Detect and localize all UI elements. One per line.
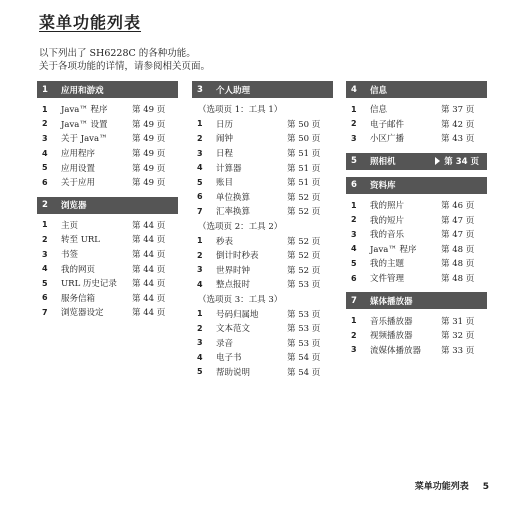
item-number: 6 <box>351 273 357 283</box>
menu-item <box>346 313 487 328</box>
section-number: 5 <box>351 156 357 167</box>
item-page: 第 52 页 <box>287 236 321 247</box>
menu-item <box>346 227 487 242</box>
page-number: 5 <box>482 482 489 492</box>
item-number: 2 <box>351 330 357 340</box>
section-title: 资料库 <box>370 181 396 192</box>
menu-section <box>37 197 178 320</box>
menu-item <box>346 117 487 132</box>
item-number: 1 <box>42 220 48 230</box>
item-number: 1 <box>351 104 357 114</box>
item-page: 第 51 页 <box>287 163 321 174</box>
intro-line: 以下列出了 SH6228C 的各种功能。 <box>39 48 196 59</box>
item-label: 我的音乐 <box>370 230 405 241</box>
menu-column-2 <box>192 81 333 386</box>
menu-item <box>192 117 333 132</box>
menu-section <box>346 81 487 146</box>
item-number: 5 <box>42 278 48 288</box>
item-page: 第 49 页 <box>132 178 166 189</box>
item-number: 2 <box>197 250 203 260</box>
item-number: 5 <box>351 258 357 268</box>
item-number: 2 <box>197 133 203 143</box>
item-page: 第 53 页 <box>287 338 321 349</box>
item-page: 第 49 页 <box>132 119 166 130</box>
menu-item <box>192 233 333 248</box>
menu-item <box>192 190 333 205</box>
arrow-right-icon <box>435 157 440 165</box>
menu-item <box>346 343 487 358</box>
item-number: 2 <box>351 215 357 225</box>
item-page: 第 44 页 <box>132 220 166 231</box>
item-label: 信息 <box>370 105 388 116</box>
menu-item <box>37 131 178 146</box>
item-page: 第 44 页 <box>132 250 166 261</box>
section-number: 3 <box>197 84 203 95</box>
menu-item <box>37 305 178 320</box>
tab-subheading: （选项页 3：工具 3） <box>198 295 283 306</box>
section-title: 照相机 <box>370 157 396 168</box>
menu-items <box>192 98 333 379</box>
item-page: 第 50 页 <box>287 119 321 130</box>
item-number: 6 <box>42 177 48 187</box>
item-label: 音乐播放器 <box>370 316 413 327</box>
item-page: 第 44 页 <box>132 279 166 290</box>
item-page: 第 54 页 <box>287 353 321 364</box>
item-page: 第 52 页 <box>287 192 321 203</box>
menu-item <box>37 102 178 117</box>
item-page: 第 46 页 <box>441 201 475 212</box>
item-page: 第 44 页 <box>132 308 166 319</box>
item-page: 第 53 页 <box>287 280 321 291</box>
menu-item <box>192 175 333 190</box>
menu-section <box>346 153 487 170</box>
section-page: 第 34 页 <box>444 157 479 168</box>
item-label: 我的照片 <box>370 201 405 212</box>
item-label: 汇率换算 <box>216 207 251 218</box>
item-label: 服务信箱 <box>61 293 96 304</box>
item-label: 文件管理 <box>370 274 405 285</box>
menu-item <box>37 218 178 233</box>
item-number: 4 <box>197 163 203 173</box>
item-number: 3 <box>42 249 48 259</box>
item-number: 1 <box>197 236 203 246</box>
item-label: 账目 <box>216 178 234 189</box>
item-label: Java™ 程序 <box>370 244 417 255</box>
item-label: 我的短片 <box>370 215 405 226</box>
item-label: 小区广播 <box>370 134 405 145</box>
item-number: 6 <box>197 192 203 202</box>
item-label: 关于 Java™ <box>61 134 108 145</box>
menu-items <box>37 214 178 320</box>
item-number: 3 <box>197 265 203 275</box>
item-page: 第 53 页 <box>287 309 321 320</box>
section-title: 媒体播放器 <box>370 296 413 307</box>
item-label: 世界时钟 <box>216 265 251 276</box>
menu-item <box>192 131 333 146</box>
menu-item <box>346 256 487 271</box>
item-number: 3 <box>351 345 357 355</box>
item-page: 第 33 页 <box>441 345 475 356</box>
item-label: 我的主题 <box>370 259 405 270</box>
item-number: 2 <box>42 119 48 129</box>
menu-item <box>192 146 333 161</box>
item-number: 4 <box>42 264 48 274</box>
item-number: 1 <box>197 309 203 319</box>
item-page: 第 49 页 <box>132 134 166 145</box>
section-number: 7 <box>351 295 357 306</box>
item-number: 7 <box>197 206 203 216</box>
menu-item <box>346 271 487 286</box>
item-label: 书签 <box>61 250 79 261</box>
item-page: 第 52 页 <box>287 265 321 276</box>
item-number: 1 <box>351 316 357 326</box>
menu-item <box>37 247 178 262</box>
item-page: 第 48 页 <box>441 274 475 285</box>
item-page: 第 32 页 <box>441 331 475 342</box>
menu-items <box>346 98 487 146</box>
menu-item <box>346 131 487 146</box>
footer-label: 菜单功能列表 <box>414 482 469 492</box>
menu-item <box>192 160 333 175</box>
item-number: 5 <box>42 163 48 173</box>
menu-items <box>37 98 178 190</box>
menu-item <box>346 328 487 343</box>
section-title: 个人助理 <box>216 85 251 96</box>
menu-items <box>346 194 487 286</box>
menu-item <box>37 232 178 247</box>
item-number: 2 <box>351 119 357 129</box>
intro-text <box>39 47 210 73</box>
section-header <box>37 81 178 98</box>
item-label: 计算器 <box>216 163 242 174</box>
item-page: 第 44 页 <box>132 264 166 275</box>
item-label: 闹钟 <box>216 134 234 145</box>
item-number: 4 <box>42 148 48 158</box>
section-header <box>37 197 178 214</box>
section-header <box>346 153 487 170</box>
item-number: 3 <box>197 148 203 158</box>
item-number: 1 <box>42 104 48 114</box>
menu-item <box>37 261 178 276</box>
item-label: 电子书 <box>216 353 242 364</box>
section-header <box>346 81 487 98</box>
tab-subheading: （选项页 1：工具 1） <box>198 105 283 116</box>
section-title: 信息 <box>370 85 388 96</box>
item-label: 录音 <box>216 338 234 349</box>
item-page: 第 47 页 <box>441 230 475 241</box>
menu-item <box>37 291 178 306</box>
menu-section <box>346 292 487 357</box>
item-label: 电子邮件 <box>370 119 405 130</box>
item-number: 4 <box>197 352 203 362</box>
menu-item <box>37 160 178 175</box>
item-label: 转至 URL <box>61 235 100 246</box>
item-page: 第 51 页 <box>287 178 321 189</box>
item-number: 5 <box>197 367 203 377</box>
item-label: 倒计时秒表 <box>216 251 259 262</box>
item-page: 第 37 页 <box>441 105 475 116</box>
section-header <box>346 292 487 309</box>
menu-section <box>192 81 333 379</box>
item-label: URL 历史记录 <box>61 279 117 290</box>
item-page: 第 53 页 <box>287 324 321 335</box>
section-title: 浏览器 <box>61 201 87 212</box>
item-label: 视频播放器 <box>370 331 413 342</box>
item-label: 整点报时 <box>216 280 251 291</box>
item-page: 第 43 页 <box>441 134 475 145</box>
item-number: 3 <box>351 133 357 143</box>
item-label: 浏览器设定 <box>61 308 104 319</box>
section-header <box>192 81 333 98</box>
item-number: 4 <box>197 279 203 289</box>
item-page: 第 52 页 <box>287 251 321 262</box>
menu-item <box>192 321 333 336</box>
section-number: 2 <box>42 200 48 211</box>
item-label: 应用设置 <box>61 163 96 174</box>
menu-column-1 <box>37 81 178 327</box>
item-page: 第 52 页 <box>287 207 321 218</box>
item-page: 第 44 页 <box>132 293 166 304</box>
item-number: 1 <box>351 200 357 210</box>
menu-item <box>346 212 487 227</box>
item-label: 应用程序 <box>61 149 96 160</box>
item-page: 第 51 页 <box>287 149 321 160</box>
item-page: 第 49 页 <box>132 163 166 174</box>
item-number: 4 <box>351 244 357 254</box>
item-label: 号码归属地 <box>216 309 259 320</box>
menu-item <box>192 248 333 263</box>
item-label: 帮助说明 <box>216 367 251 378</box>
item-label: 文本范文 <box>216 324 251 335</box>
menu-column-3 <box>346 81 487 364</box>
item-number: 2 <box>197 323 203 333</box>
item-label: 主页 <box>61 220 79 231</box>
menu-section <box>346 177 487 286</box>
item-page: 第 42 页 <box>441 119 475 130</box>
item-label: 日历 <box>216 119 234 130</box>
section-number: 4 <box>351 84 357 95</box>
item-page: 第 48 页 <box>441 259 475 270</box>
item-label: 我的网页 <box>61 264 96 275</box>
item-number: 3 <box>42 133 48 143</box>
page-title: 菜单功能列表 <box>39 13 142 32</box>
menu-item <box>346 242 487 257</box>
section-number: 1 <box>42 84 48 95</box>
item-label: Java™ 程序 <box>61 105 108 116</box>
item-number: 6 <box>42 293 48 303</box>
intro-line: 关于各项功能的详情，请参阅相关页面。 <box>39 61 211 72</box>
item-page: 第 54 页 <box>287 367 321 378</box>
section-title: 应用和游戏 <box>61 85 104 96</box>
item-page: 第 47 页 <box>441 215 475 226</box>
menu-item <box>37 276 178 291</box>
menu-item <box>192 350 333 365</box>
section-header <box>346 177 487 194</box>
menu-item <box>37 146 178 161</box>
menu-item <box>192 204 333 219</box>
item-number: 2 <box>42 234 48 244</box>
menu-item <box>37 175 178 190</box>
item-page: 第 49 页 <box>132 149 166 160</box>
item-label: 日程 <box>216 149 234 160</box>
item-number: 1 <box>197 119 203 129</box>
item-number: 3 <box>351 229 357 239</box>
section-number: 6 <box>351 180 357 191</box>
menu-items <box>346 309 487 357</box>
menu-item <box>346 198 487 213</box>
item-label: 流媒体播放器 <box>370 345 422 356</box>
menu-item <box>192 277 333 292</box>
item-number: 3 <box>197 338 203 348</box>
menu-item <box>346 102 487 117</box>
menu-item <box>37 117 178 132</box>
item-number: 7 <box>42 307 48 317</box>
menu-item <box>192 263 333 278</box>
section-page-ref <box>435 155 479 167</box>
item-label: 秒表 <box>216 236 234 247</box>
item-number: 5 <box>197 177 203 187</box>
item-page: 第 48 页 <box>441 244 475 255</box>
item-page: 第 49 页 <box>132 105 166 116</box>
item-page: 第 50 页 <box>287 134 321 145</box>
item-label: 单位换算 <box>216 192 251 203</box>
item-label: Java™ 设置 <box>61 119 108 130</box>
item-label: 关于应用 <box>61 178 96 189</box>
menu-section <box>37 81 178 190</box>
page-footer <box>415 479 489 492</box>
item-page: 第 44 页 <box>132 235 166 246</box>
menu-item <box>192 336 333 351</box>
item-page: 第 31 页 <box>441 316 475 327</box>
menu-item <box>192 306 333 321</box>
tab-subheading: （选项页 2：工具 2） <box>198 222 283 233</box>
menu-item <box>192 365 333 380</box>
